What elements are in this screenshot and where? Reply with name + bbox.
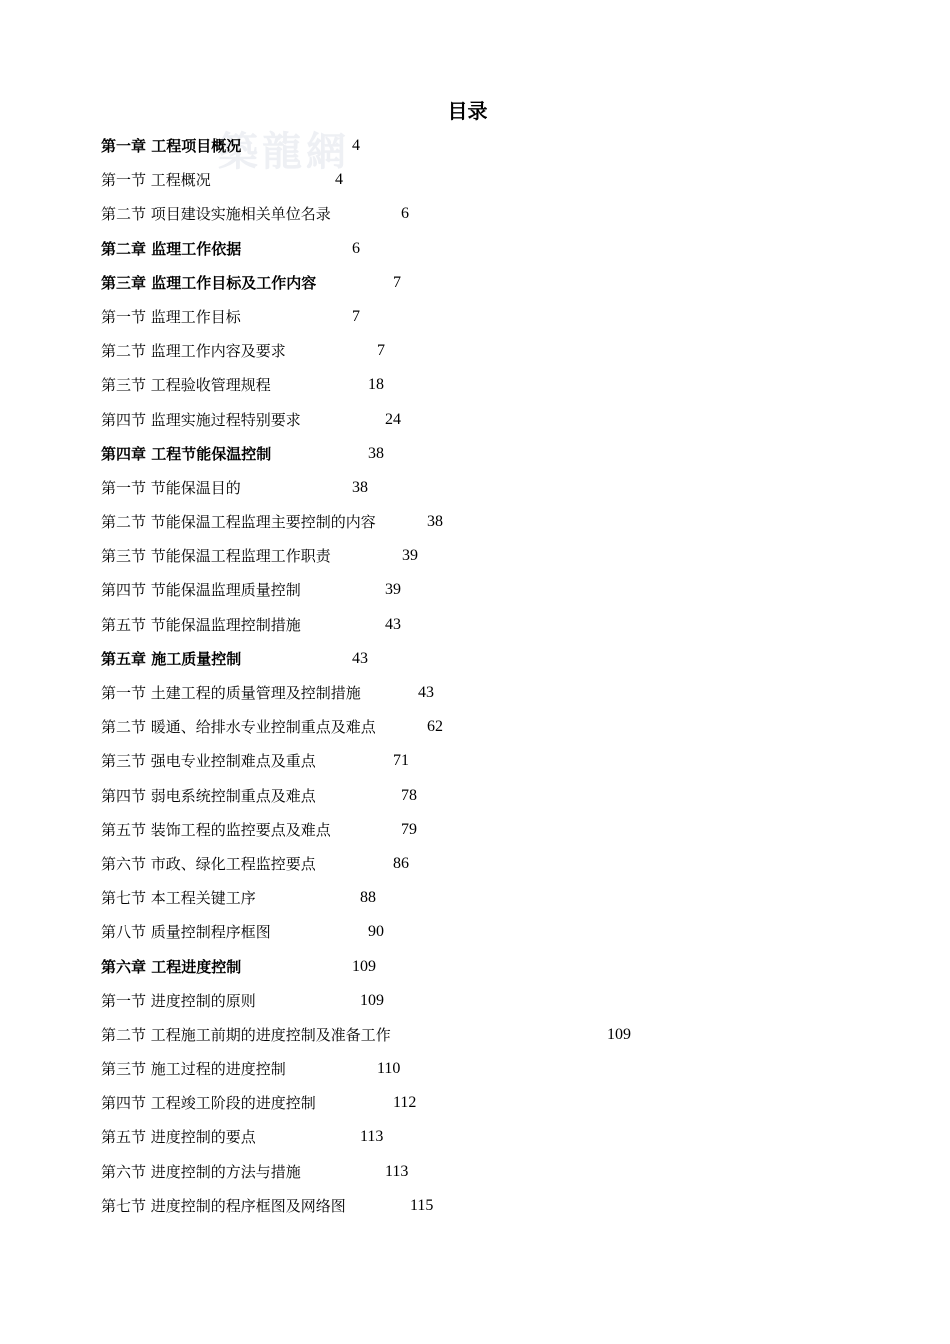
toc-section-row <box>101 613 861 647</box>
toc-section-row <box>101 1160 861 1194</box>
toc-page-number: 62 <box>427 718 443 736</box>
toc-entry-label: 第二节 项目建设实施相关单位名录 <box>101 205 331 224</box>
toc-entry-label: 第二节 节能保温工程监理主要控制的内容 <box>101 513 376 532</box>
toc-page-number: 24 <box>385 410 401 428</box>
toc-section-row <box>101 373 861 407</box>
toc-entry-label: 第四节 工程竣工阶段的进度控制 <box>101 1094 316 1113</box>
toc-page-number: 109 <box>607 1025 631 1043</box>
toc-section-row <box>101 886 861 920</box>
toc-entry-label: 第四章 工程节能保温控制 <box>101 444 272 463</box>
toc-section-row <box>101 852 861 886</box>
toc-entry-label: 第一节 土建工程的质量管理及控制措施 <box>101 684 361 702</box>
toc-entry-label: 第五节 节能保温监理控制措施 <box>101 615 301 634</box>
toc-page-number: 110 <box>377 1060 401 1078</box>
toc-chapter-row <box>101 442 861 476</box>
toc-page-number: 113 <box>385 1162 409 1180</box>
toc-section-row <box>101 1091 861 1125</box>
toc-section-row <box>101 818 861 852</box>
page-title: 目录 <box>447 99 488 123</box>
toc-section-row <box>101 784 861 818</box>
toc-section-row <box>101 1194 861 1228</box>
toc-entry-label: 第四节 监理实施过程特别要求 <box>101 410 301 429</box>
toc-entry-label: 第三章 监理工作目标及工作内容 <box>101 273 317 292</box>
toc-entry-label: 第一节 监理工作目标 <box>101 307 241 326</box>
toc-entry-label: 第二章 监理工作依据 <box>101 239 242 258</box>
toc-page-number: 78 <box>401 786 417 804</box>
toc-entry-label: 第一节 进度控制的原则 <box>101 991 256 1010</box>
toc-entry-label: 第八节 质量控制程序框图 <box>101 923 271 942</box>
toc-section-row <box>101 305 861 339</box>
toc-section-row <box>101 715 861 749</box>
toc-chapter-row <box>101 271 861 305</box>
toc-page-number: 7 <box>352 307 360 325</box>
toc-section-row <box>101 681 861 715</box>
toc-entry-label: 第七节 本工程关键工序 <box>101 889 256 908</box>
toc-entry-label: 第一节 节能保温目的 <box>101 478 241 497</box>
toc-page-number: 7 <box>377 342 385 360</box>
toc-entry-label: 第五章 施工质量控制 <box>101 649 242 668</box>
toc-page-number: 38 <box>368 444 384 462</box>
toc-page-number: 113 <box>360 1128 384 1146</box>
toc-entry-label: 第三节 节能保温工程监理工作职责 <box>101 547 331 566</box>
toc-entry-label: 第三节 强电专业控制难点及重点 <box>101 752 316 771</box>
toc-entry-label: 第五节 装饰工程的监控要点及难点 <box>101 820 331 839</box>
toc-page-number: 109 <box>360 991 384 1009</box>
toc-entry-label: 第三节 施工过程的进度控制 <box>101 1060 286 1079</box>
toc-page-number: 109 <box>352 957 376 975</box>
toc-section-row <box>101 578 861 612</box>
toc-page-number: 18 <box>368 376 384 394</box>
toc-section-row <box>101 1023 861 1057</box>
toc-page-number: 38 <box>352 478 368 496</box>
toc-entry-label: 第一章 工程项目概况 <box>101 137 242 155</box>
toc-page-number: 6 <box>352 239 360 257</box>
toc-section-row <box>101 202 861 236</box>
toc-entry-label: 第五节 进度控制的要点 <box>101 1128 256 1147</box>
toc-entry-label: 第二节 监理工作内容及要求 <box>101 342 286 361</box>
table-of-contents <box>101 134 861 1228</box>
toc-chapter-row <box>101 237 861 271</box>
toc-section-row <box>101 339 861 373</box>
toc-section-row <box>101 920 861 954</box>
toc-page-number: 43 <box>418 684 434 701</box>
toc-section-row <box>101 1057 861 1091</box>
toc-page-number: 39 <box>385 581 401 599</box>
toc-page-number: 4 <box>352 137 360 154</box>
toc-page-number: 6 <box>401 205 409 223</box>
toc-section-row <box>101 510 861 544</box>
toc-entry-label: 第四节 弱电系统控制重点及难点 <box>101 786 316 805</box>
toc-entry-label: 第六节 进度控制的方法与措施 <box>101 1162 301 1181</box>
toc-section-row <box>101 989 861 1023</box>
toc-page-number: 38 <box>427 513 443 531</box>
toc-page-number: 86 <box>393 854 409 872</box>
toc-page-number: 43 <box>385 615 401 633</box>
toc-section-row <box>101 408 861 442</box>
toc-page-number: 79 <box>401 820 417 838</box>
toc-entry-label: 第二节 工程施工前期的进度控制及准备工作 <box>101 1025 391 1044</box>
toc-section-row <box>101 1125 861 1159</box>
toc-section-row <box>101 544 861 578</box>
toc-entry-label: 第六章 工程进度控制 <box>101 957 242 976</box>
toc-entry-label: 第三节 工程验收管理规程 <box>101 376 271 395</box>
toc-entry-label: 第四节 节能保温监理质量控制 <box>101 581 301 600</box>
toc-entry-label: 第二节 暖通、给排水专业控制重点及难点 <box>101 718 376 737</box>
watermark: 築龍網 <box>218 128 350 175</box>
toc-page-number: 88 <box>360 889 376 907</box>
toc-chapter-row <box>101 647 861 681</box>
toc-chapter-row <box>101 134 861 168</box>
toc-section-row <box>101 749 861 783</box>
toc-page-number: 112 <box>393 1094 417 1112</box>
toc-section-row <box>101 476 861 510</box>
toc-chapter-row <box>101 955 861 989</box>
toc-section-row <box>101 168 861 202</box>
toc-page-number: 39 <box>402 547 418 565</box>
toc-entry-label: 第七节 进度控制的程序框图及网络图 <box>101 1196 346 1215</box>
toc-entry-label: 第六节 市政、绿化工程监控要点 <box>101 854 316 873</box>
toc-page-number: 7 <box>393 273 401 291</box>
toc-entry-label: 第一节 工程概况 <box>101 171 211 190</box>
toc-page-number: 115 <box>410 1196 434 1214</box>
toc-page-number: 90 <box>368 923 384 941</box>
toc-page-number: 43 <box>352 649 368 667</box>
toc-page-number: 71 <box>393 752 409 770</box>
toc-page-number: 4 <box>335 171 343 189</box>
